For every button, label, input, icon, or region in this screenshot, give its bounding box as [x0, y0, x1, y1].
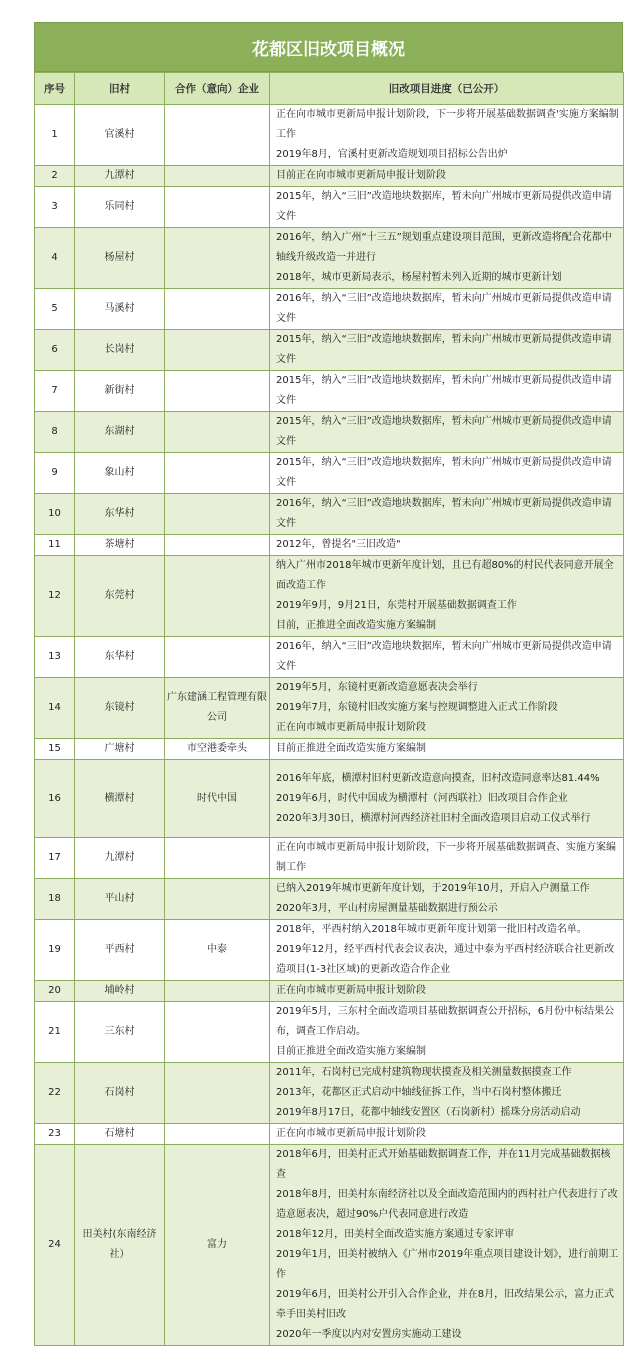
row-number-cell: 24 — [35, 1145, 75, 1346]
progress-cell — [270, 289, 624, 330]
progress-entry: 2018年8月，田美村东南经济社以及全面改造范围内的西村社户代表进行了改造意愿表决，超过90%户代表同意进行改造 — [276, 1189, 618, 1220]
table-row — [35, 637, 624, 678]
village-cell: 平西村 — [75, 920, 165, 981]
row-number-cell: 7 — [35, 371, 75, 412]
progress-entry: 已纳入2019年城市更新年度计划，于2019年10月，开启入户测量工作 — [276, 883, 590, 894]
village-cell: 田美村(东南经济社） — [75, 1145, 165, 1346]
table-row — [35, 494, 624, 535]
progress-entry: 2018年，城市更新局表示，杨屋村暂未列入近期的城市更新计划 — [276, 272, 562, 283]
table-row — [35, 1063, 624, 1124]
table-body — [35, 105, 624, 1346]
row-number-cell: 15 — [35, 739, 75, 760]
project-table-wrapper — [34, 22, 623, 1346]
partner-cell — [165, 289, 270, 330]
table-title: 花都区旧改项目概况 — [34, 22, 623, 72]
progress-entry: 2020年3月30日，横潭村河西经济社旧村全面改造项目启动工仪式举行 — [276, 812, 591, 824]
table-row — [35, 1145, 624, 1346]
progress-cell — [270, 412, 624, 453]
table-row — [35, 105, 624, 166]
row-number-cell: 3 — [35, 187, 75, 228]
row-number-cell: 22 — [35, 1063, 75, 1124]
progress-entry: 正在向市城市更新局申报计划阶段，下一步将开展基础数据调查、实施方案编制工作 — [276, 842, 616, 873]
row-number-cell: 23 — [35, 1124, 75, 1145]
partner-cell — [165, 187, 270, 228]
progress-cell — [270, 678, 624, 739]
village-cell: 马溪村 — [75, 289, 165, 330]
partner-cell: 富力 — [165, 1145, 270, 1346]
progress-entry: 2020年一季度以内对安置房实施动工建设 — [276, 1329, 462, 1340]
progress-cell — [270, 371, 624, 412]
progress-entry: 正在向市城市更新局申报计划阶段 — [276, 985, 426, 996]
progress-cell — [270, 1124, 624, 1145]
progress-entry: 目前，正推进全面改造实施方案编制 — [276, 620, 436, 631]
progress-cell — [270, 105, 624, 166]
progress-entry: 2019年6月，时代中国成为横潭村（河西联社）旧改项目合作企业 — [276, 792, 568, 804]
progress-entry: 2019年12月，经平西村代表会议表决，通过中泰为平西村经济联合社更新改造项目(1-3社区域)的更新改造合作企业 — [276, 944, 615, 975]
table-row — [35, 289, 624, 330]
progress-entry: 正在向市城市更新局申报计划阶段 — [276, 1128, 426, 1139]
progress-entry: 正在向市城市更新局申报计划阶段 — [276, 722, 426, 733]
progress-cell — [270, 760, 624, 838]
village-cell: 东莞村 — [75, 556, 165, 637]
project-table — [34, 72, 624, 1346]
progress-entry: 目前正推进全面改造实施方案编制 — [276, 743, 426, 754]
progress-cell — [270, 920, 624, 981]
village-cell: 埔岭村 — [75, 981, 165, 1002]
village-cell: 九潭村 — [75, 838, 165, 879]
village-cell: 官溪村 — [75, 105, 165, 166]
progress-cell — [270, 187, 624, 228]
progress-cell — [270, 453, 624, 494]
table-row — [35, 166, 624, 187]
row-number-cell: 9 — [35, 453, 75, 494]
progress-cell — [270, 330, 624, 371]
header-village: 旧村 — [75, 73, 165, 105]
progress-entry: 2018年，平西村纳入2018年城市更新年度计划第一批旧村改造名单。 — [276, 924, 587, 935]
progress-cell — [270, 535, 624, 556]
progress-entry: 2020年3月，平山村房屋测量基础数据进行预公示 — [276, 903, 498, 914]
header-row — [35, 73, 624, 105]
partner-cell: 时代中国 — [165, 760, 270, 838]
village-cell: 平山村 — [75, 879, 165, 920]
progress-entry: 2019年8月17日，花都中轴线安置区（石岗新村）摇珠分房活动启动 — [276, 1107, 581, 1118]
progress-entry: 2019年8月，官溪村更新改造规划项目招标公告出炉 — [276, 149, 508, 160]
table-row — [35, 879, 624, 920]
village-cell: 乐同村 — [75, 187, 165, 228]
table-row — [35, 330, 624, 371]
table-row — [35, 760, 624, 838]
row-number-cell: 11 — [35, 535, 75, 556]
progress-entry: 2012年，曾提名"三旧改造" — [276, 539, 401, 550]
table-row — [35, 412, 624, 453]
progress-cell — [270, 981, 624, 1002]
row-number-cell: 12 — [35, 556, 75, 637]
progress-entry: 2019年5月，东镜村更新改造意愿表决会举行 — [276, 682, 478, 693]
partner-cell — [165, 981, 270, 1002]
partner-cell — [165, 1063, 270, 1124]
progress-entry: 2019年5月，三东村全面改造项目基础数据调查公开招标，6月份中标结果公布，调查工作启动。 — [276, 1006, 615, 1037]
progress-cell — [270, 879, 624, 920]
table-row — [35, 678, 624, 739]
village-cell: 长岗村 — [75, 330, 165, 371]
progress-cell — [270, 494, 624, 535]
progress-entry: 目前正在向市城市更新局申报计划阶段 — [276, 170, 446, 181]
progress-cell — [270, 556, 624, 637]
row-number-cell: 16 — [35, 760, 75, 838]
progress-cell — [270, 637, 624, 678]
progress-cell — [270, 739, 624, 760]
row-number-cell: 2 — [35, 166, 75, 187]
row-number-cell: 17 — [35, 838, 75, 879]
village-cell: 东华村 — [75, 494, 165, 535]
progress-cell — [270, 1002, 624, 1063]
row-number-cell: 5 — [35, 289, 75, 330]
progress-entry: 2011年，石岗村已完成村建筑物现状摸查及相关测量数据摸查工作 — [276, 1067, 572, 1078]
progress-cell — [270, 228, 624, 289]
village-cell: 石塘村 — [75, 1124, 165, 1145]
table-row — [35, 739, 624, 760]
progress-entry: 2019年1月，田美村被纳入《广州市2019年重点项目建设计划》，进行前期工作 — [276, 1249, 619, 1280]
row-number-cell: 6 — [35, 330, 75, 371]
row-number-cell: 4 — [35, 228, 75, 289]
row-number-cell: 14 — [35, 678, 75, 739]
progress-entry: 2013年，花都区正式启动中轴线征拆工作，当中石岗村整体搬迁 — [276, 1087, 562, 1098]
partner-cell — [165, 330, 270, 371]
row-number-cell: 8 — [35, 412, 75, 453]
village-cell: 茶塘村 — [75, 535, 165, 556]
progress-cell — [270, 166, 624, 187]
partner-cell — [165, 228, 270, 289]
village-cell: 东华村 — [75, 637, 165, 678]
partner-cell — [165, 453, 270, 494]
progress-entry: 2015年，纳入“三旧”改造地块数据库，暂未向广州城市更新局提供改造申请文件 — [276, 416, 612, 447]
table-row — [35, 1124, 624, 1145]
progress-entry: 2019年9月，9月21日，东莞村开展基础数据调查工作 — [276, 600, 517, 611]
progress-entry: 2016年，纳入“三旧”改造地块数据库，暂未向广州城市更新局提供改造申请文件 — [276, 641, 612, 672]
partner-cell — [165, 166, 270, 187]
progress-entry: 2016年，纳入广州“十三五”规划重点建设项目范围，更新改造将配合花都中轴线升级改造一并进行 — [276, 232, 612, 263]
partner-cell: 市空港委牵头 — [165, 739, 270, 760]
row-number-cell: 1 — [35, 105, 75, 166]
table-row — [35, 1002, 624, 1063]
progress-entry: 正在向市城市更新局申报计划阶段，下一步将开展基础数据调查'实施方案编制工作 — [276, 109, 619, 140]
partner-cell — [165, 637, 270, 678]
header-partner: 合作（意向）企业 — [165, 73, 270, 105]
village-cell: 横潭村 — [75, 760, 165, 838]
table-row — [35, 371, 624, 412]
partner-cell — [165, 412, 270, 453]
progress-cell — [270, 1063, 624, 1124]
village-cell: 杨屋村 — [75, 228, 165, 289]
progress-cell — [270, 1145, 624, 1346]
progress-entry: 2015年，纳入“三旧”改造地块数据库，暂未向广州城市更新局提供改造申请文件 — [276, 334, 612, 365]
partner-cell — [165, 1124, 270, 1145]
partner-cell — [165, 535, 270, 556]
progress-entry: 2018年6月，田美村正式开始基础数据调查工作，并在11月完成基础数据核查 — [276, 1149, 611, 1180]
table-row — [35, 981, 624, 1002]
partner-cell — [165, 879, 270, 920]
progress-entry: 2019年7月，东镜村旧改实施方案与控规调整进入正式工作阶段 — [276, 702, 558, 713]
partner-cell: 广东建涵工程管理有限公司 — [165, 678, 270, 739]
progress-entry: 目前正推进全面改造实施方案编制 — [276, 1046, 426, 1057]
village-cell: 九潭村 — [75, 166, 165, 187]
row-number-cell: 19 — [35, 920, 75, 981]
village-cell: 三东村 — [75, 1002, 165, 1063]
progress-cell — [270, 838, 624, 879]
header-progress: 旧改项目进度（已公开） — [270, 73, 624, 105]
row-number-cell: 20 — [35, 981, 75, 1002]
table-row — [35, 920, 624, 981]
village-cell: 东湖村 — [75, 412, 165, 453]
progress-entry: 2015年，纳入“三旧”改造地块数据库，暂未向广州城市更新局提供改造申请文件 — [276, 457, 612, 488]
village-cell: 象山村 — [75, 453, 165, 494]
village-cell: 石岗村 — [75, 1063, 165, 1124]
partner-cell — [165, 494, 270, 535]
row-number-cell: 10 — [35, 494, 75, 535]
progress-entry: 2016年，纳入“三旧”改造地块数据库，暂未向广州城市更新局提供改造申请文件 — [276, 498, 612, 529]
header-no: 序号 — [35, 73, 75, 105]
progress-entry: 2016年年底，横潭村旧村更新改造意向摸查，旧村改造同意率达81.44% — [276, 772, 600, 784]
table-row — [35, 228, 624, 289]
table-row — [35, 838, 624, 879]
village-cell: 新街村 — [75, 371, 165, 412]
table-row — [35, 187, 624, 228]
row-number-cell: 18 — [35, 879, 75, 920]
row-number-cell: 13 — [35, 637, 75, 678]
progress-entry: 2019年6月，田美村公开引入合作企业，并在8月，旧改结果公示，富力正式牵手田美村旧改 — [276, 1289, 615, 1320]
partner-cell — [165, 838, 270, 879]
table-row — [35, 535, 624, 556]
village-cell: 东镜村 — [75, 678, 165, 739]
progress-entry: 2018年12月，田美村全面改造实施方案通过专家评审 — [276, 1229, 515, 1240]
progress-entry: 纳入广州市2018年城市更新年度计划，且已有超80%的村民代表同意开展全面改造工作 — [276, 560, 614, 591]
progress-entry: 2016年，纳入“三旧”改造地块数据库，暂未向广州城市更新局提供改造申请文件 — [276, 293, 612, 324]
partner-cell — [165, 1002, 270, 1063]
partner-cell — [165, 105, 270, 166]
table-row — [35, 556, 624, 637]
row-number-cell: 21 — [35, 1002, 75, 1063]
village-cell: 广塘村 — [75, 739, 165, 760]
partner-cell — [165, 371, 270, 412]
partner-cell — [165, 556, 270, 637]
table-row — [35, 453, 624, 494]
progress-entry: 2015年，纳入“三旧”改造地块数据库，暂未向广州城市更新局提供改造申请文件 — [276, 191, 612, 222]
progress-entry: 2015年，纳入“三旧”改造地块数据库，暂未向广州城市更新局提供改造申请文件 — [276, 375, 612, 406]
partner-cell: 中泰 — [165, 920, 270, 981]
